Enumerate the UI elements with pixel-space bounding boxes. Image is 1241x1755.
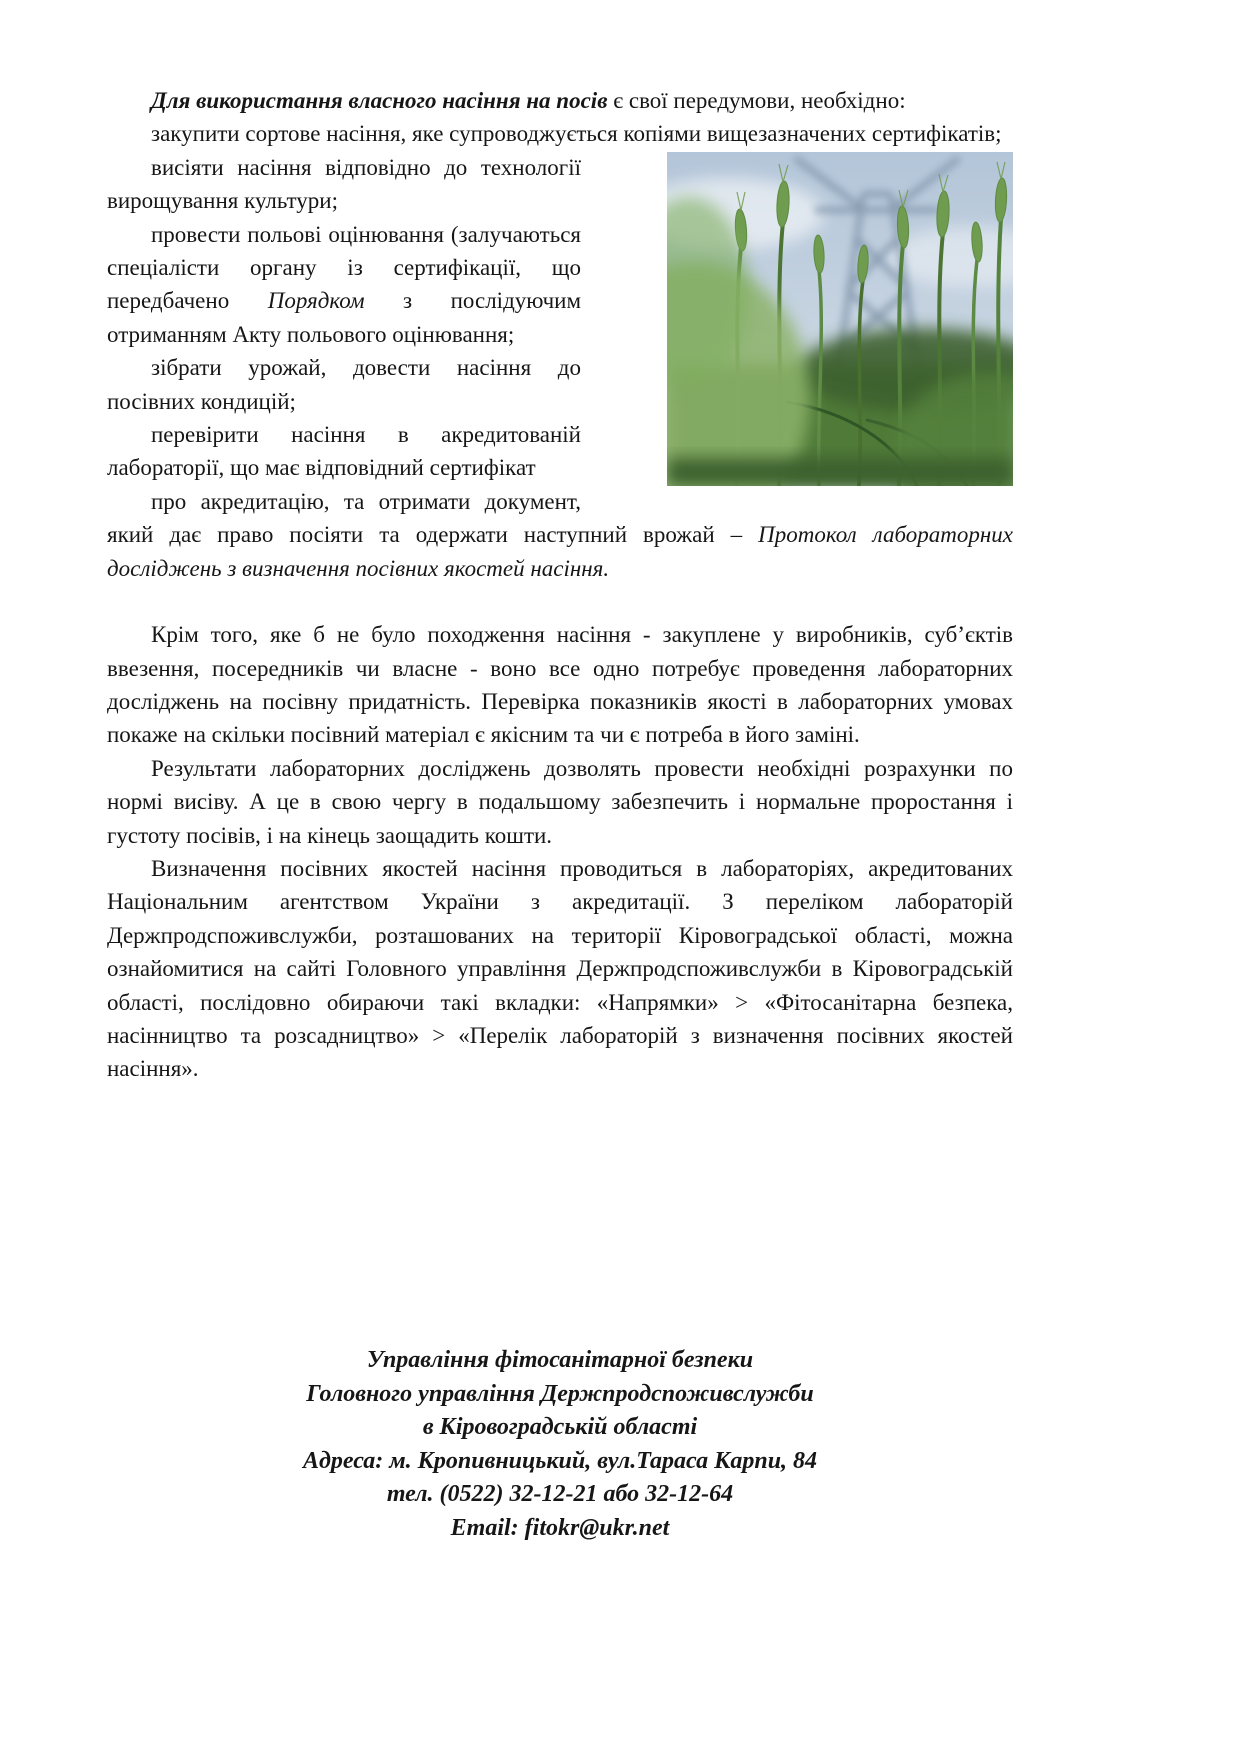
contact-footer <box>107 1344 1013 1545</box>
accreditation-text: про акредитацію, та отримати документ, який дає право посіяти та одержати наступний врожай – <box>107 488 759 548</box>
footer-region: в Кіровоградській області <box>422 1414 698 1440</box>
field-evaluation-text-end: з послідуючим отриманням Акту польового оцінювання; <box>107 288 582 347</box>
document-body <box>107 84 1013 1086</box>
paragraph-sow-seed: висіяти насіння відповідно до технології вирощування культури; <box>107 154 581 214</box>
footer-department: Управління фітосанітарної безпеки <box>366 1347 754 1373</box>
paragraph-lab-list: Визначення посівних якостей насіння проводиться в лабораторіях, акредитованих Національним агентством України з акредитації. З переліком лабораторій Держпродспоживслужби, розташованих на території Кіровоградської області, можна ознайомитися на сайті Головного управління Держпродспоживслужби в Кіровоградській області, послідовно обираючи такі вкладки: «Напрямки» > «Фітосанітарна безпека, насінництво та розсадництво» > «Перелік лабораторій з визначення посівних якостей насіння». <box>107 855 1013 1082</box>
footer-phone: тел. (0522) 32-12-21 або 32-12-64 <box>386 1481 734 1507</box>
footer-email: Email: fitokr@ukr.net <box>450 1514 670 1541</box>
footer-address: Адреса: м. Кропивницький, вул.Тараса Карпи, 84 <box>302 1447 818 1474</box>
poryadkom-italic: Порядком <box>267 288 365 314</box>
paragraph-lab-results: Результати лабораторних досліджень дозволять провести необхідні розрахунки по нормі висіву. А це в свою чергу в подальшому забезпечить і нормальне проростання і густоту посівів, і на кінець заощадить кошти. <box>107 755 1013 848</box>
foreground-ground <box>667 458 1013 486</box>
paragraph-accreditation <box>107 485 1013 585</box>
footer-directorate: Головного управління Держпродспоживслужби <box>306 1380 814 1407</box>
paragraph-verify-lab: перевірити насіння в акредитованій лабораторії, що має відповідний сертифікат <box>107 422 581 481</box>
paragraph-intro <box>107 84 1013 117</box>
wheat-field-illustration <box>667 152 1013 486</box>
paragraph-seed-origin: Крім того, яке б не було походження насіння - закуплене у виробників, суб’єктів ввезення, посередників чи власне - воно все одно потребує проведення лабораторних досліджень на посівну придатність. Перевірка показників якості в лабораторних умовах покаже на скільки посівний матеріал є якісним та чи є потреба в його заміні. <box>107 622 1013 748</box>
protocol-italic: Протокол лабораторних досліджень з визначення посівних якостей насіння. <box>107 522 1013 581</box>
intro-emphasis: Для використання власного насіння на посів <box>151 88 608 113</box>
paragraph-harvest: зібрати урожай, довести насіння до посівних кондицій; <box>107 355 581 414</box>
field-evaluation-text: провести польові оцінювання (залучаються спеціалісти органу із сертифікації, що передбачено <box>107 221 581 314</box>
wheat-field-photo <box>667 152 1013 486</box>
paragraph-buy-seed: закупити сортове насіння, яке супроводжується копіями вищезазначених сертифікатів; <box>151 121 1002 147</box>
intro-rest: є свої передумови, необхідно: <box>607 88 906 113</box>
